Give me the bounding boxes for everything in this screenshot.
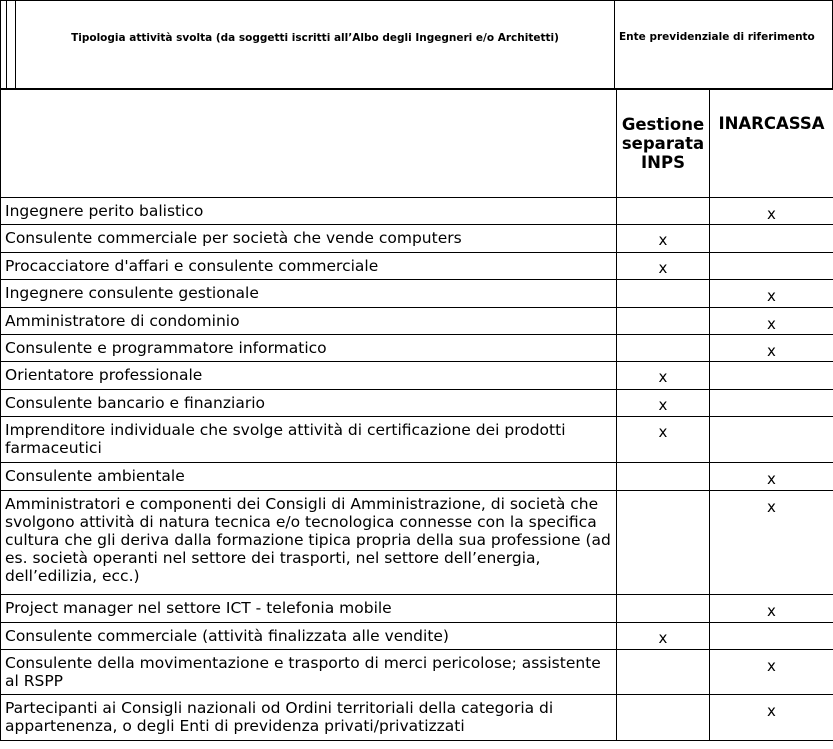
activity-label: Ingegnere consulente gestionale bbox=[1, 280, 617, 308]
gestione-inps-heading: Gestione separata INPS bbox=[617, 90, 710, 198]
column-header-row bbox=[1, 90, 833, 198]
inps-mark bbox=[617, 695, 710, 741]
table-row bbox=[1, 362, 833, 390]
inarcassa-mark bbox=[710, 623, 833, 650]
activity-label: Consulente e programmatore informatico bbox=[1, 335, 617, 362]
header-spacer-mid bbox=[7, 1, 16, 89]
empty-header-cell bbox=[1, 90, 617, 198]
inarcassa-mark: x bbox=[710, 491, 833, 595]
inarcassa-mark bbox=[710, 362, 833, 390]
activity-label: Imprenditore individuale che svolge attività di certificazione dei prodotti farmaceutici bbox=[1, 417, 617, 463]
table-row bbox=[1, 390, 833, 417]
inps-mark bbox=[617, 491, 710, 595]
inps-mark: x bbox=[617, 623, 710, 650]
activity-label: Ingegnere perito balistico bbox=[1, 198, 617, 225]
inarcassa-mark: x bbox=[710, 308, 833, 335]
inarcassa-mark: x bbox=[710, 463, 833, 491]
activity-label: Consulente della movimentazione e trasporto di merci pericolose; assistente al RSPP bbox=[1, 650, 617, 695]
table-row bbox=[1, 650, 833, 695]
table-row bbox=[1, 463, 833, 491]
inarcassa-mark bbox=[710, 253, 833, 280]
inarcassa-heading: INARCASSA bbox=[710, 90, 833, 198]
table-row bbox=[1, 280, 833, 308]
table-row bbox=[1, 308, 833, 335]
activity-label: Consulente ambientale bbox=[1, 463, 617, 491]
inarcassa-mark: x bbox=[710, 335, 833, 362]
activity-label: Partecipanti ai Consigli nazionali od Ordini territoriali della categoria di appartenenza, o degli Enti di previdenza privati/privatizzati bbox=[1, 695, 617, 741]
inps-mark: x bbox=[617, 390, 710, 417]
inps-mark bbox=[617, 463, 710, 491]
inps-mark: x bbox=[617, 225, 710, 253]
inps-mark bbox=[617, 280, 710, 308]
inarcassa-mark: x bbox=[710, 695, 833, 741]
table-row bbox=[1, 595, 833, 623]
header-table bbox=[0, 0, 833, 89]
table-row bbox=[1, 198, 833, 225]
inarcassa-mark: x bbox=[710, 595, 833, 623]
inps-mark: x bbox=[617, 253, 710, 280]
inarcassa-mark: x bbox=[710, 280, 833, 308]
activity-label: Amministratori e componenti dei Consigli di Amministrazione, di società che svolgono attività di natura tecnica e/o tecnologica connesse con la specifica cultura che gli deriva dalla formazione tipica propria della sua professione (ad es. società operanti nel settore dei trasporti, nel settore dell’energia, dell’edilizia, ecc.) bbox=[1, 491, 617, 595]
inarcassa-mark bbox=[710, 225, 833, 253]
inarcassa-mark: x bbox=[710, 650, 833, 695]
activity-label: Consulente commerciale (attività finalizzata alle vendite) bbox=[1, 623, 617, 650]
activity-label: Project manager nel settore ICT - telefonia mobile bbox=[1, 595, 617, 623]
tipologia-heading: Tipologia attività svolta (da soggetti iscritti all’Albo degli Ingegneri e/o Architetti) bbox=[16, 1, 615, 89]
inps-mark bbox=[617, 650, 710, 695]
table-row bbox=[1, 225, 833, 253]
inps-mark: x bbox=[617, 417, 710, 463]
table-row bbox=[1, 623, 833, 650]
inps-mark bbox=[617, 198, 710, 225]
inarcassa-mark bbox=[710, 417, 833, 463]
table-row bbox=[1, 491, 833, 595]
table-row bbox=[1, 417, 833, 463]
activity-label: Procacciatore d'affari e consulente commerciale bbox=[1, 253, 617, 280]
inarcassa-mark: x bbox=[710, 198, 833, 225]
ente-heading: Ente previdenziale di riferimento bbox=[615, 1, 833, 89]
inps-mark bbox=[617, 308, 710, 335]
activity-label: Amministratore di condominio bbox=[1, 308, 617, 335]
activities-table bbox=[0, 89, 833, 741]
inps-mark bbox=[617, 335, 710, 362]
inarcassa-mark bbox=[710, 390, 833, 417]
table-row bbox=[1, 335, 833, 362]
inps-mark: x bbox=[617, 362, 710, 390]
table-row bbox=[1, 253, 833, 280]
activity-label: Orientatore professionale bbox=[1, 362, 617, 390]
inps-mark bbox=[617, 595, 710, 623]
table-row bbox=[1, 695, 833, 741]
activity-label: Consulente commerciale per società che vende computers bbox=[1, 225, 617, 253]
activity-label: Consulente bancario e finanziario bbox=[1, 390, 617, 417]
